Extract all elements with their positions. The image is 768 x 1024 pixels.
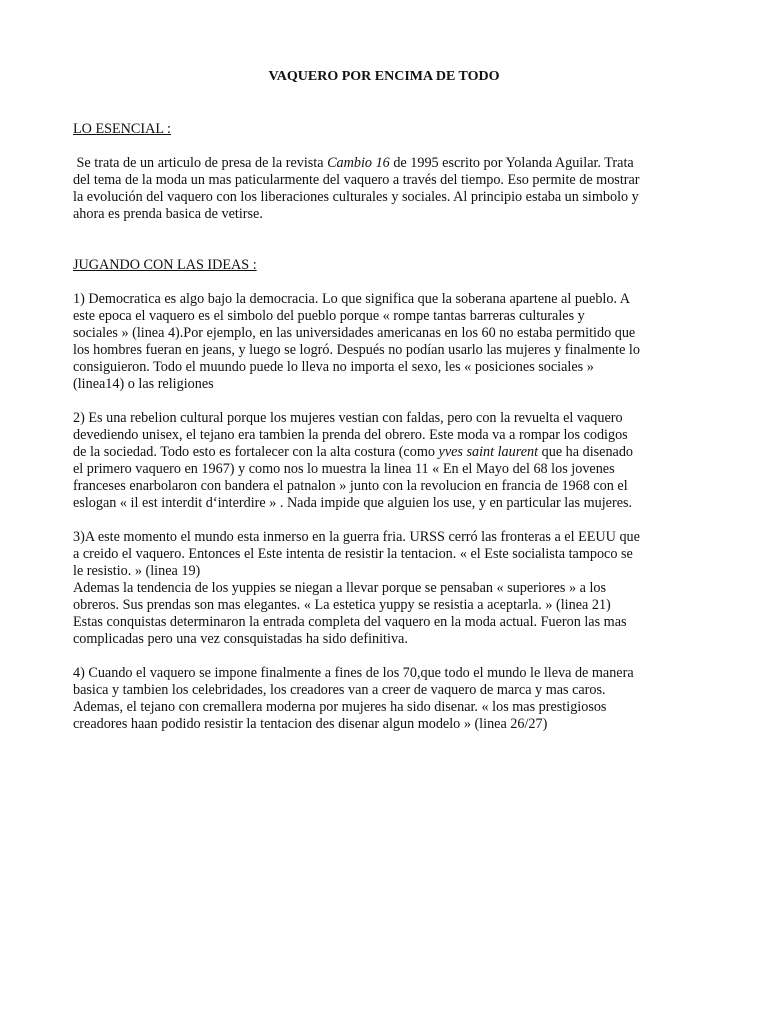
intro-line-3: la evolución del vaquero con los liberaciones culturales y sociales. Al principio estaba un simbolo y [73, 189, 639, 205]
designer-name: yves saint laurent [438, 444, 539, 460]
p1-line: consiguieron. Todo el muundo puede lo lleva no importa el sexo, les « posiciones sociales » [73, 359, 594, 375]
p3-line: complicadas pero una vez consquistadas ha sido definitiva. [73, 631, 408, 647]
p1-line: los hombres fueran en jeans, y luego se logró. Después no podían usarlo las mujeres y finalmente lo [73, 342, 640, 358]
p4-line: basica y tambien los celebridades, los creadores van a creer de vaquero de marca y mas caros. [73, 682, 606, 698]
p4-line: Ademas, el tejano con cremallera moderna por mujeres ha sido disenar. « los mas prestigiosos [73, 699, 607, 715]
p3-line: obreros. Sus prendas son mas elegantes. « La estetica yuppy se resistia a aceptarla. » (linea 21) [73, 597, 611, 613]
p3-line: a creido el vaquero. Entonces el Este intenta de resistir la tentacion. « el Este socialista tampoco se [73, 546, 633, 562]
p2-line: eslogan « il est interdit d‘interdire » . Nada impide que alguien los use, y en particular las mujeres. [73, 495, 633, 511]
p3-line: Ademas la tendencia de los yuppies se niegan a llevar porque se pensaban « superiores » a los [73, 580, 607, 596]
intro-line-2: del tema de la moda un mas paticularmente del vaquero a través del tiempo. Eso permite de mostrar [73, 172, 640, 188]
magazine-name: Cambio 16 [327, 155, 390, 171]
p2-line: el primero vaquero en 1967) y como nos lo muestra la linea 11 « En el Mayo del 68 los jovenes [73, 461, 615, 477]
p2-line: de la sociedad. Todo esto es fortalecer con la alta costura (como yves saint laurent que ha disenado [73, 444, 634, 460]
p2-line: 2) Es una rebelion cultural porque los mujeres vestian con faldas, pero con la revuelta el vaquero [73, 410, 623, 426]
document-page [73, 68, 695, 750]
p2-line: devediendo unisex, el tejano era tambien la prenda del obrero. Este moda va a rompar los codigos [73, 427, 628, 443]
p3-line: 3)A este momento el mundo esta inmerso en la guerra fria. URSS cerró las fronteras a el EEUU que [73, 529, 640, 545]
section-heading-jugando: JUGANDO CON LAS IDEAS : [73, 257, 257, 273]
page-title: VAQUERO POR ENCIMA DE TODO [268, 69, 500, 84]
intro-paragraph [73, 155, 695, 223]
p2-line: franceses enarbolaron con bandera el patnalon » junto con la revolucion en francia de 1968 con el [73, 478, 628, 494]
intro-line-4: ahora es prenda basica de vetirse. [73, 206, 263, 222]
p4-line: 4) Cuando el vaquero se impone finalmente a fines de los 70,que todo el mundo le lleva de manera [73, 665, 634, 681]
p3-line: Estas conquistas determinaron la entrada completa del vaquero en la moda actual. Fueron las mas [73, 614, 627, 630]
paragraph-1 [73, 291, 695, 393]
p3-line: le resistio. » (linea 19) [73, 563, 201, 579]
p1-line: este epoca el vaquero es el simbolo del pueblo porque « rompe tantas barreras culturales y [73, 308, 585, 324]
p1-line: sociales » (linea 4).Por ejemplo, en las universidades americanas en los 60 no estaba permitido que [73, 325, 636, 341]
intro-line-1: Se trata de un articulo de presa de la revista Cambio 16 de 1995 escrito por Yolanda Aguilar. Trata [73, 155, 634, 171]
p1-line: (linea14) o las religiones [73, 376, 214, 392]
p1-line: 1) Democratica es algo bajo la democracia. Lo que significa que la soberana apartene al pueblo. A [73, 291, 631, 307]
paragraph-3 [73, 529, 695, 648]
paragraph-2 [73, 410, 695, 512]
section-heading-lo-esencial: LO ESENCIAL : [73, 121, 171, 137]
paragraph-4 [73, 665, 695, 733]
p4-line: creadores haan podido resistir la tentacion des disenar algun modelo » (linea 26/27) [73, 716, 548, 732]
